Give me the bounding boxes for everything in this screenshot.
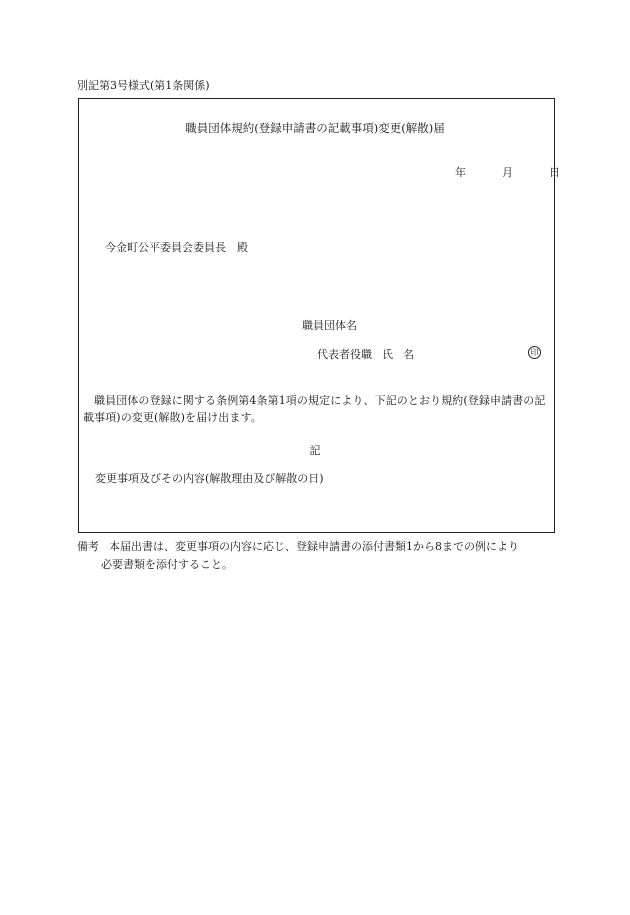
form-box [78, 98, 555, 533]
date-month: 月 [502, 166, 513, 179]
remarks-line-2: 必要書類を添付すること。 [101, 558, 233, 571]
name-label-a: 氏 [382, 348, 393, 361]
date-line [455, 165, 560, 182]
date-year: 年 [455, 166, 466, 179]
change-items-label: 変更事項及びその内容(解散理由及び解散の日) [95, 472, 324, 485]
date-day: 日 [549, 166, 560, 179]
org-name-label: 職員団体名 [302, 319, 357, 332]
seal-icon: 印 [528, 346, 541, 359]
form-code: 別記第3号様式(第1条関係) [77, 79, 210, 92]
ki-heading: 記 [309, 444, 321, 457]
remarks-label: 備考 [77, 540, 99, 553]
body-text: 職員団体の登録に関する条例第4条第1項の規定により、下記のとおり規約(登録申請書の記載事項)の変更(解散)を届け出ます。 [83, 394, 546, 424]
document-title: 職員団体規約(登録申請書の記載事項)変更(解散)届 [185, 121, 445, 135]
recipient: 今金町公平委員会委員長 殿 [105, 241, 248, 254]
remarks-line-1: 本届出書は、変更事項の内容に応じ、登録申請書の添付書類1から8までの例により [109, 540, 519, 553]
representative-line [317, 347, 414, 364]
remarks-note [77, 538, 557, 574]
representative-position: 代表者役職 [317, 348, 372, 361]
name-label-b: 名 [403, 348, 414, 361]
